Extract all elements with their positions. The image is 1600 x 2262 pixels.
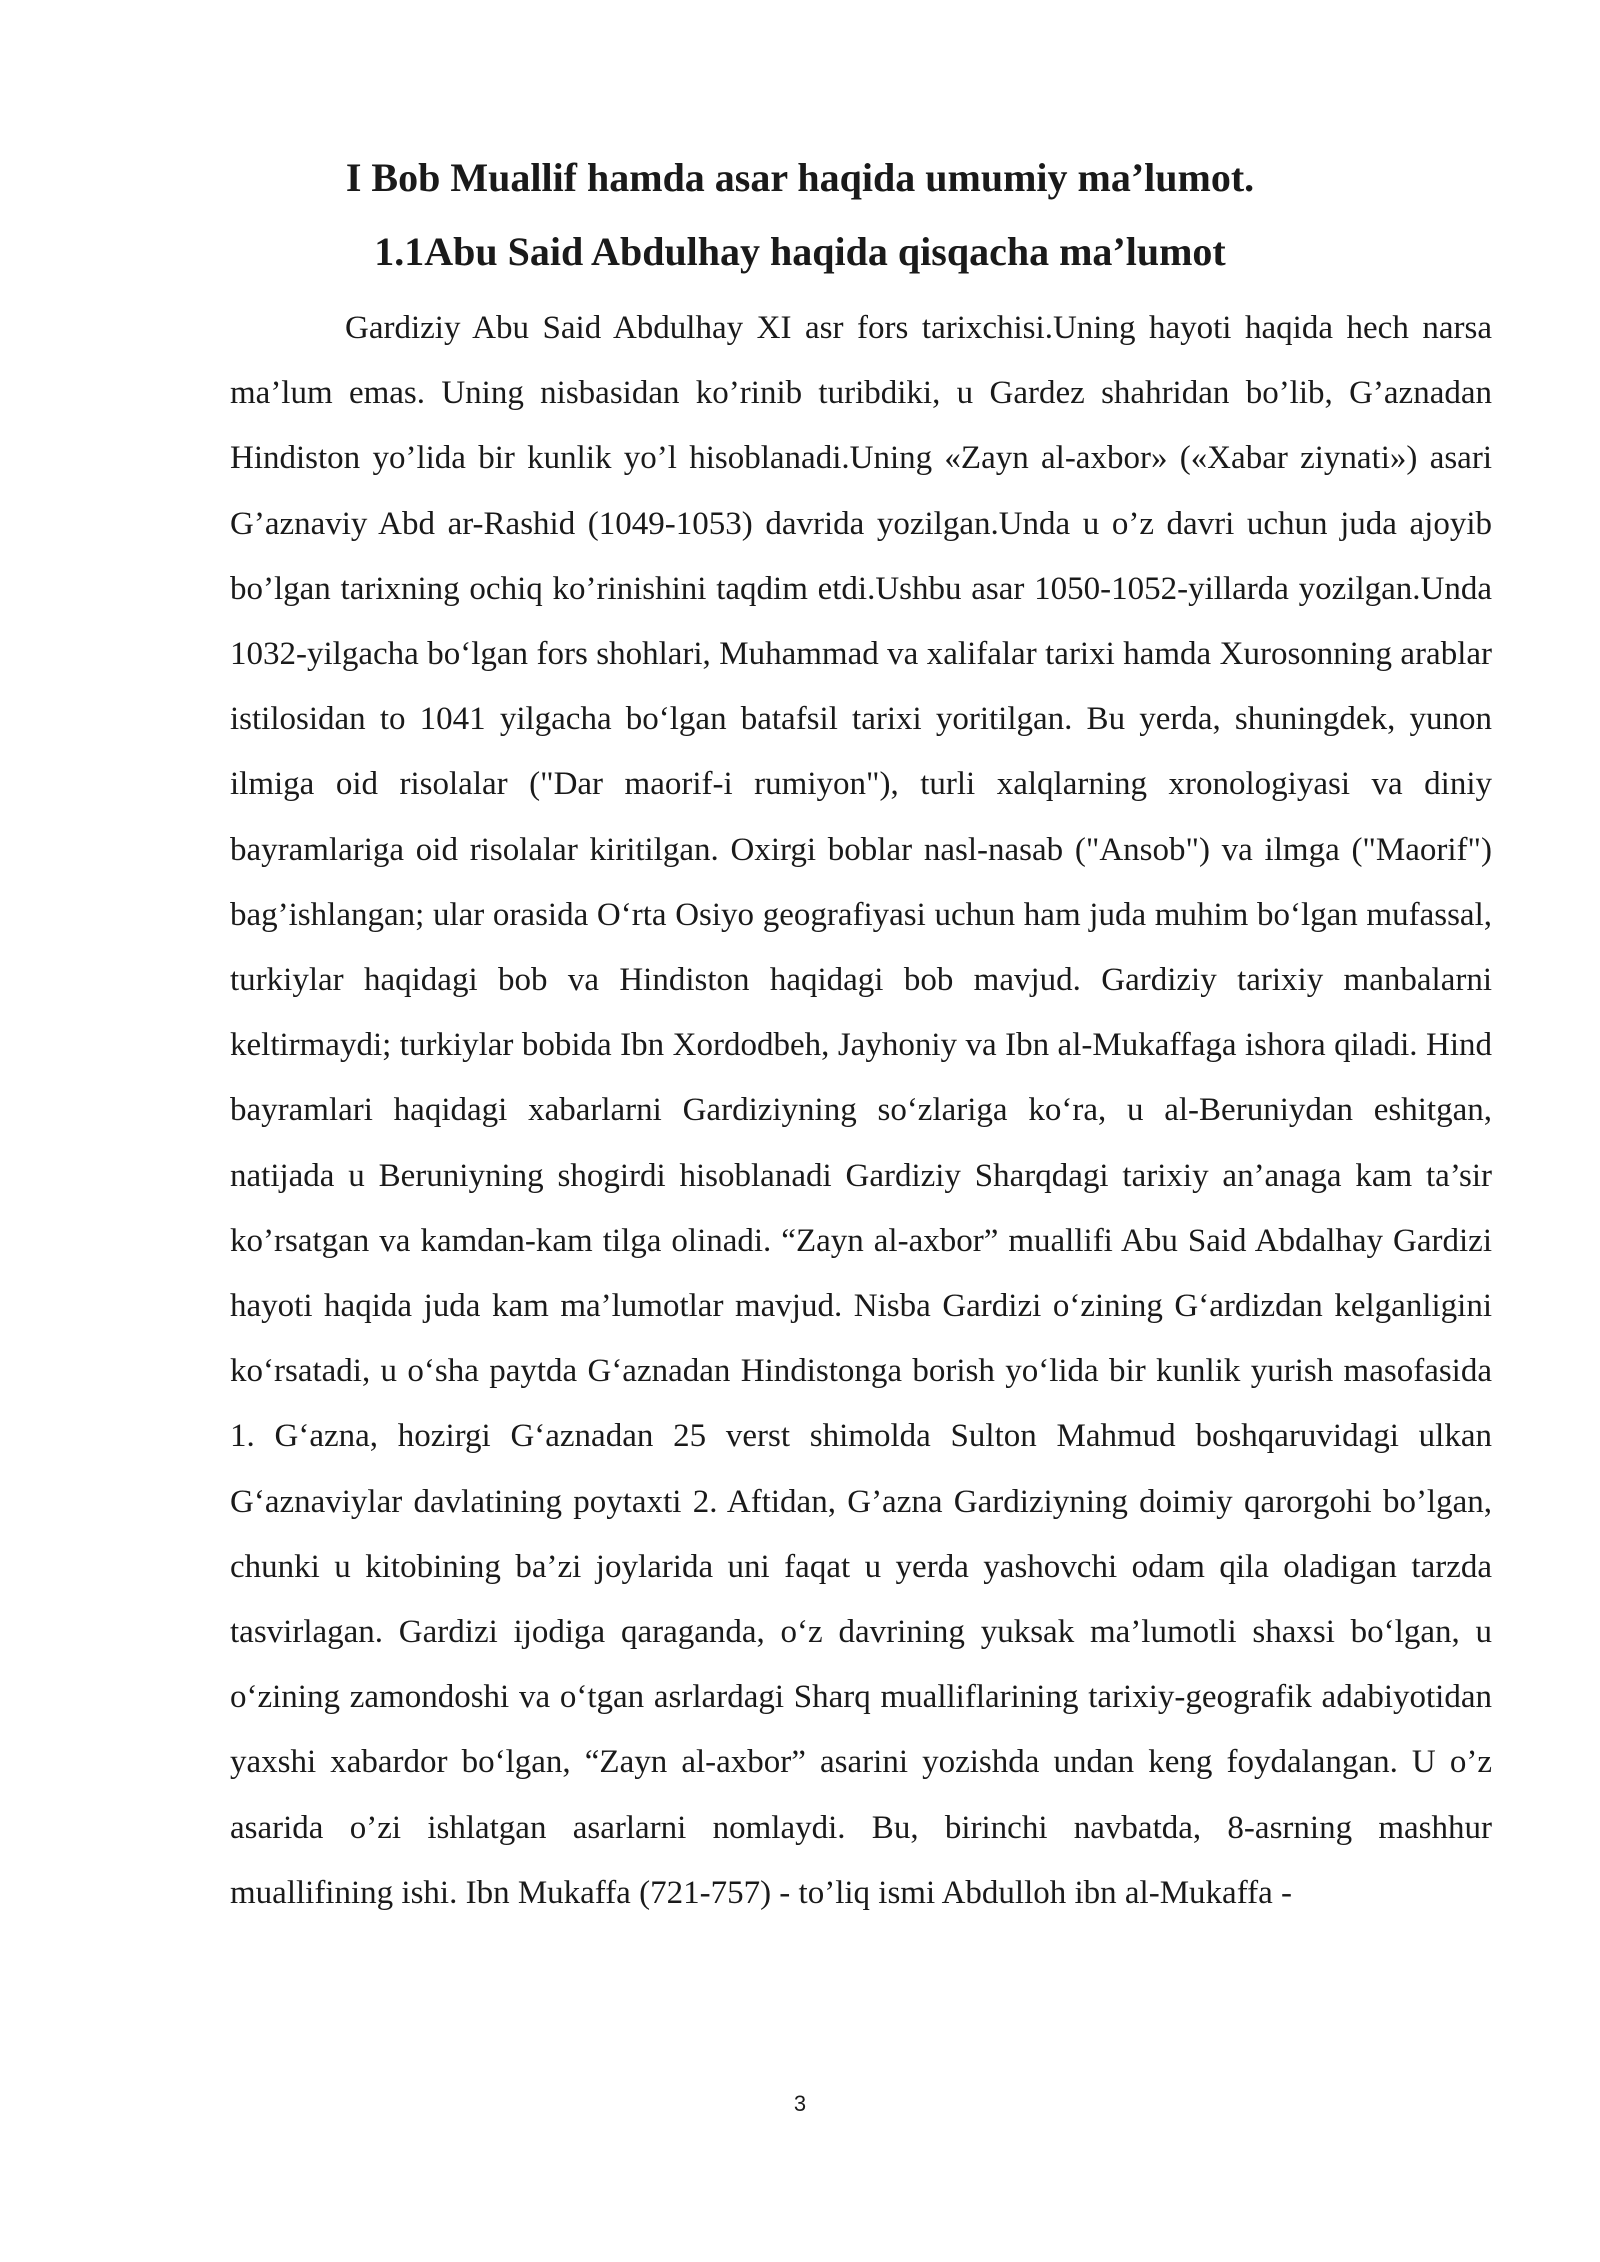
body-paragraph: Gardiziy Abu Said Abdulhay XI asr fors tarixchisi.Uning hayoti haqida hech narsa ma’lum emas. Uning nisbasidan ko’rinib turibdiki, u Gardez shahridan bo’lib, G’aznadan Hindiston yo’lida bir kunlik yo’l hisoblanadi.Uning «Zayn al-axbor» («Xabar ziynati») asari G’aznaviy Abd ar-Rashid (1049-1053) davrida yozilgan.Unda u o’z davri uchun juda ajoyib bo’lgan tarixning ochiq ko’rinishini taqdim etdi.Ushbu asar 1050-1052-yillarda yozilgan.Unda 1032-yilgacha boʻlgan fors shohlari, Muhammad va xalifalar tarixi hamda Xurosonning arablar istilosidan to 1041 yilgacha boʻlgan batafsil tarixi yoritilgan. Bu yerda, shuningdek, yunon ilmiga oid risolalar ("Dar maorif-i rumiyon"), turli xalqlarning xronologiyasi va diniy bayramlariga oid risolalar kiritilgan. Oxirgi boblar nasl-nasab ("Ansob") va ilmga ("Maorif") bag’ishlangan; ular orasida Oʻrta Osiyo geografiyasi uchun ham juda muhim boʻlgan mufassal, turkiylar haqidagi bob va Hindiston haqidagi bob mavjud. Gardiziy tarixiy manbalarni keltirmaydi; turkiylar bobida Ibn Xordodbeh, Jayhoniy va Ibn al-Mukaffaga ishora qiladi. Hind bayramlari haqidagi xabarlarni Gardiziyning soʻzlariga koʻra, u al-Beruniydan eshitgan, natijada u Beruniyning shogirdi hisoblanadi Gardiziy Sharqdagi tarixiy an’anaga kam ta’sir ko’rsatgan va kamdan-kam tilga olinadi. “Zayn al-axbor” muallifi Abu Said Abdalhay Gardizi hayoti haqida juda kam ma’lumotlar mavjud. Nisba Gardizi oʻzining Gʻardizdan kelganligini koʻrsatadi, u oʻsha paytda Gʻaznadan Hindistonga borish yoʻlida bir kunlik yurish masofasida 1. Gʻazna, hozirgi Gʻaznadan 25 verst shimolda Sulton Mahmud boshqaruvidagi ulkan Gʻaznaviylar davlatining poytaxti 2. Aftidan, G’azna Gardiziyning doimiy qarorgohi bo’lgan, chunki u kitobining ba’zi joylarida uni faqat u yerda yashovchi odam qila oladigan tarzda tasvirlagan. Gardizi ijodiga qaraganda, oʻz davrining yuksak ma’lumotli shaxsi boʻlgan, u oʻzining zamondoshi va oʻtgan asrlardagi Sharq mualliflarining tarixiy-geografik adabiyotidan yaxshi xabardor boʻlgan, “Zayn al-axbor” asarini yozishda undan keng foydalangan. U o’z asarida o’zi ishlatgan asarlarni nomlaydi. Bu, birinchi navbatda, 8-asrning mashhur muallifining ishi. Ibn Mukaffa (721-757) - to’liq ismi Abdulloh ibn al-Mukaffa - — [230, 310, 1492, 1911]
chapter-title: I Bob Muallif hamda asar haqida umumiy ma’lumot. — [345, 155, 1255, 200]
page-number: 3 — [793, 2091, 807, 2116]
section-title: 1.1Abu Said Abdulhay haqida qisqacha ma’lumot — [374, 229, 1226, 274]
